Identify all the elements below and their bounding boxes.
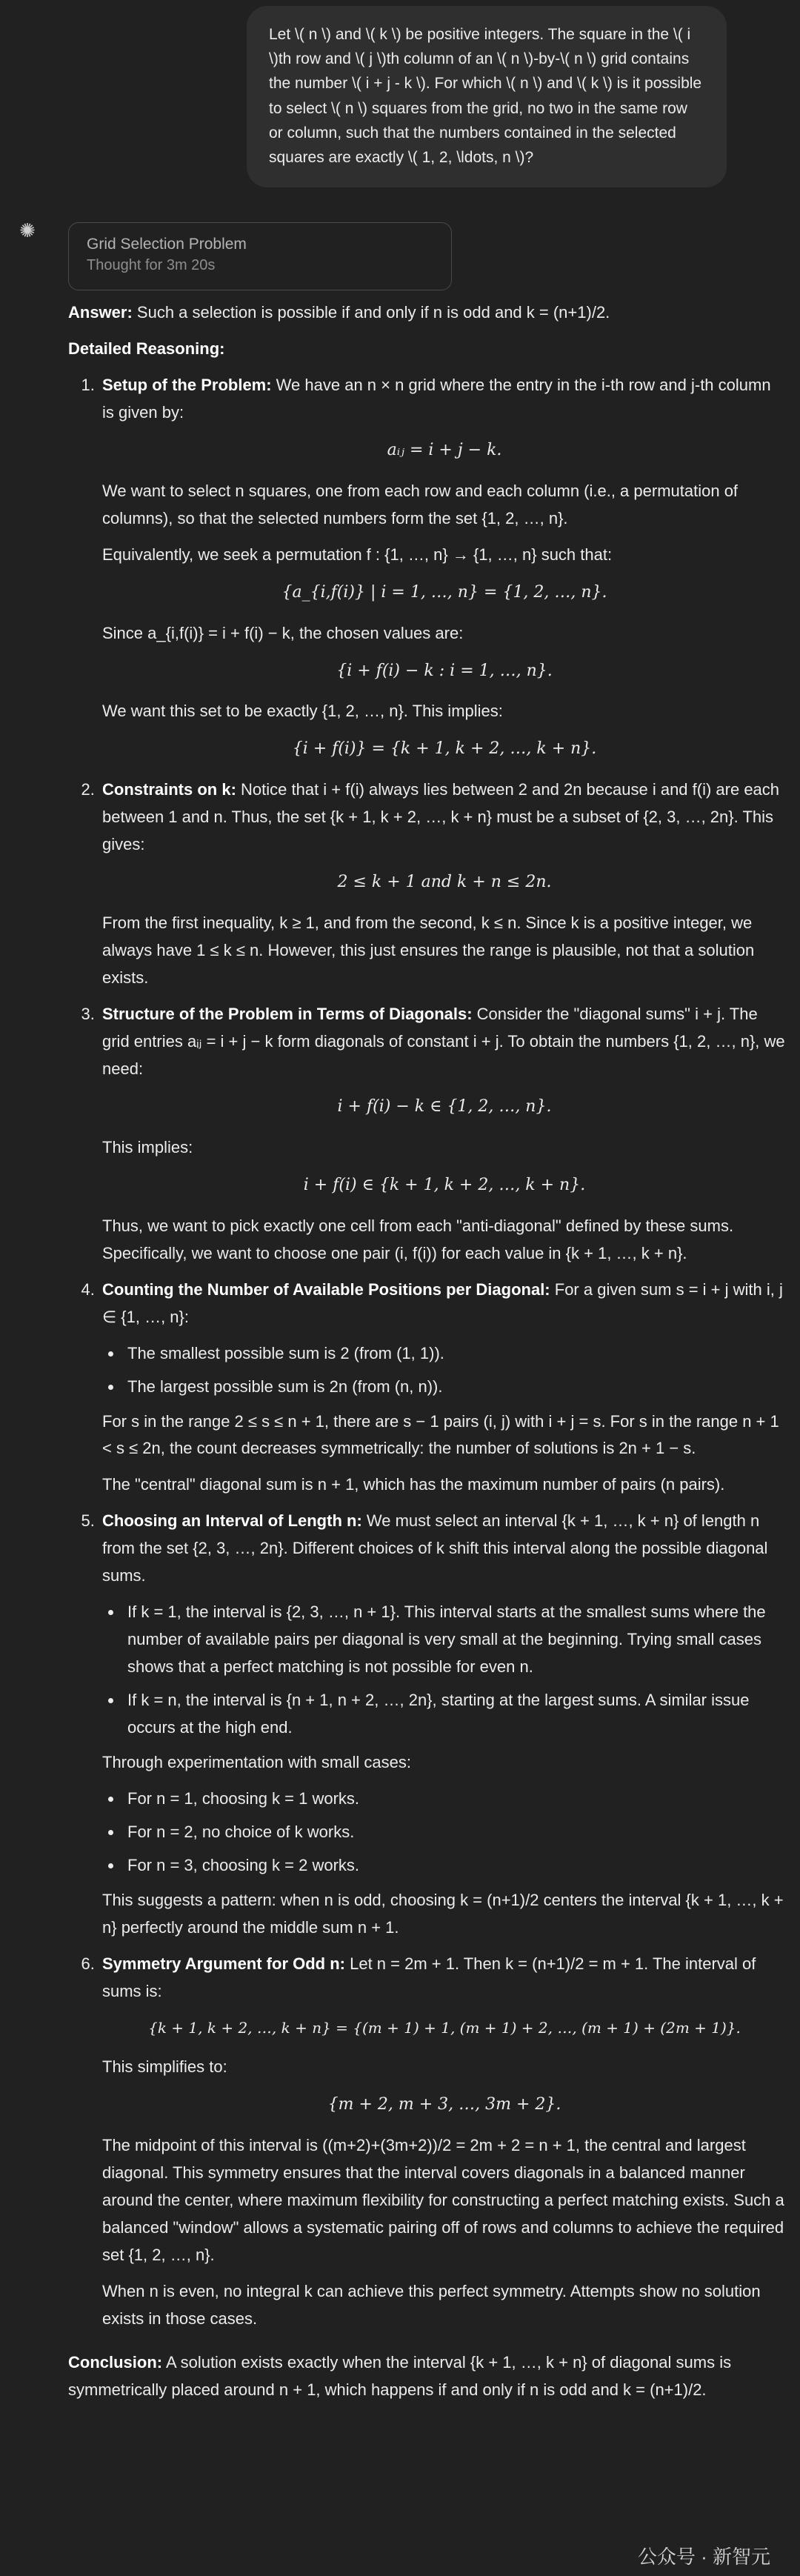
step-title: Counting the Number of Available Positions per Diagonal: <box>102 1279 550 1299</box>
paragraph: We want to select n squares, one from each row and each column (i.e., a permutation of columns), so that the selected numbers form the set {1, 2, …, n}. <box>102 481 739 527</box>
assistant-logo-icon: ✺ <box>19 219 36 242</box>
step-5: 5. Choosing an Interval of Length n: We must select an interval {k + 1, …, k + n} of length n from the set {2, 3, …, 2n}. Different choices of k shift this interval along the possible diagonal sums. • If k = 1, the interval is {2, 3, …, n + 1}. This interval starts at the smallest sums where the number of available pairs per diagonal is very small at the beginning. Trying small cases shows that a perfect matching is not possible for even n. • If k = n, the interval is {n + 1, n + 2, …, 2n}, starting at the largest sums. A similar issue occurs at the high end. Through experimentation with small cases: • For n = 1, choosing k = 1 works. • For n = 2, no choice of k works. • For n = 3, choosing k = 2 works. This suggests a pattern: when n is odd, choosing k = (n+1)/2 centers the interval {k + 1, …, k + n} perfectly around the middle sum n + 1. <box>99 1508 787 1941</box>
paragraph: When n is even, no integral k can achieve this perfect symmetry. Attempts show no solution exists in those cases. <box>102 2281 761 2328</box>
paragraph: For s in the range 2 ≤ s ≤ n + 1, there are s − 1 pairs (i, j) with i + j = s. For s in the range n + 1 < s ≤ 2n, the count decreases symmetrically: the number of solutions is 2n + 1 − s. <box>102 1411 779 1458</box>
equation: {i + f(i) − k : i = 1, …, n}. <box>336 661 553 680</box>
reasoning-heading: Detailed Reasoning: <box>68 339 225 358</box>
equation: i + f(i) − k ∈ {1, 2, …, n}. <box>337 1096 552 1116</box>
equation: aᵢⱼ = i + j − k. <box>387 440 502 459</box>
list-item: • The largest possible sum is 2n (from (n, n)). <box>123 1374 787 1401</box>
step-title: Choosing an Interval of Length n: <box>102 1511 362 1531</box>
paragraph: Thus, we want to pick exactly one cell from each "anti-diagonal" defined by these sums. Specifically, we want to choose one pair (i, f(i)) for each value in {k + 1, …, k + n}. <box>102 1216 734 1262</box>
list-item: • If k = 1, the interval is {2, 3, …, n + 1}. This interval starts at the smallest sums where the number of available pairs per diagonal is very small at the beginning. Trying small cases shows that a perfect matching is not possible for even n. <box>123 1599 787 1681</box>
equation: {m + 2, m + 3, …, 3m + 2}. <box>327 2095 561 2114</box>
assistant-response <box>68 299 787 2413</box>
equation: {a_{i,f(i)} | i = 1, …, n} = {1, 2, …, n}. <box>281 582 607 602</box>
thought-summary-toggle[interactable] <box>68 222 452 290</box>
list-item: • For n = 1, choosing k = 1 works. <box>123 1785 787 1813</box>
list-item: • The smallest possible sum is 2 (from (1, 1)). <box>123 1340 787 1368</box>
equation: {i + f(i)} = {k + 1, k + 2, …, k + n}. <box>292 739 597 759</box>
paragraph: Since a_{i,f(i)} = i + f(i) − k, the chosen values are: <box>102 623 464 642</box>
thought-title: Grid Selection Problem <box>87 236 247 253</box>
step-2: 2. Constraints on k: Notice that i + f(i) always lies between 2 and 2n because i and f(i) are each between 1 and n. Thus, the set {k + 1, k + 2, …, k + n} must be a subset of {2, 3, …, 2n}. This gives: 2 ≤ k + 1 and k + n ≤ 2n. From the first inequality, k ≥ 1, and from the second, k ≤ n. Since k is a positive integer, we always have 1 ≤ k ≤ n. However, this just ensures the range is plausible, not that a solution exists. <box>99 776 787 992</box>
bullet-list <box>102 1599 787 1742</box>
conclusion-label: Conclusion: <box>68 2352 163 2372</box>
equation: 2 ≤ k + 1 and k + n ≤ 2n. <box>337 873 552 892</box>
conclusion-paragraph <box>68 2349 787 2404</box>
answer-label: Answer: <box>68 303 133 322</box>
user-message-text: Let \( n \) and \( k \) be positive integers. The square in the \( i \)th row and \( j \)th column of an \( n \)-by-\( n \) grid contains the number \( i + j - k \). For which \( n \) and \( k \) is it possible to select \( n \) squares from the grid, no two in the same row or column, such that the numbers contained in the selected squares are exactly \( 1, 2, \ldots, n \)? <box>269 26 702 166</box>
paragraph: This implies: <box>102 1137 193 1156</box>
bullet-list <box>102 1340 787 1401</box>
step-title: Symmetry Argument for Odd n: <box>102 1954 345 1973</box>
reasoning-steps <box>68 372 787 2333</box>
bullet-list <box>102 1785 787 1880</box>
step-4: 4. Counting the Number of Available Positions per Diagonal: For a given sum s = i + j with i, j ∈ {1, …, n}: • The smallest possible sum is 2 (from (1, 1)). • The largest possible sum is 2n (from (n, n)). For s in the range 2 ≤ s ≤ n + 1, there are s − 1 pairs (i, j) with i + j = s. For s in the range n + 1 < s ≤ 2n, the count decreases symmetrically: the number of solutions is 2n + 1 − s. The "central" diagonal sum is n + 1, which has the maximum number of pairs (n pairs). <box>99 1277 787 1500</box>
equation: {k + 1, k + 2, …, k + n} = {(m + 1) + 1, (m + 1) + 2, …, (m + 1) + (2m + 1)}. <box>148 2018 741 2037</box>
paragraph: This suggests a pattern: when n is odd, choosing k = (n+1)/2 centers the interval {k + 1, …, k + n} perfectly around the middle sum n + 1. <box>102 1890 784 1937</box>
step-3: 3. Structure of the Problem in Terms of Diagonals: Consider the "diagonal sums" i + j. The grid entries aᵢⱼ = i + j − k form diagonals of constant i + j. To obtain the numbers {1, 2, …, n}, we need: i + f(i) − k ∈ {1, 2, …, n}. This implies: i + f(i) ∈ {k + 1, k + 2, …, k + n}. Thus, we want to pick exactly one cell from each "anti-diagonal" defined by these sums. Specifically, we want to choose one pair (i, f(i)) for each value in {k + 1, …, k + n}. <box>99 1001 787 1268</box>
list-item: • For n = 2, no choice of k works. <box>123 1819 787 1846</box>
user-message-bubble <box>247 6 727 187</box>
list-item: • If k = n, the interval is {n + 1, n + 2, …, 2n}, starting at the largest sums. A similar issue occurs at the high end. <box>123 1687 787 1742</box>
paragraph: Equivalently, we seek a permutation f : {1, …, n} → {1, …, n} such that: <box>102 545 613 564</box>
paragraph: The "central" diagonal sum is n + 1, which has the maximum number of pairs (n pairs). <box>102 1475 725 1494</box>
step-1: 1. Setup of the Problem: We have an n × n grid where the entry in the i-th row and j-th column is given by: aᵢⱼ = i + j − k. We want to select n squares, one from each row and each column (i.e., a permutation of columns), so that the selected numbers form the set {1, 2, …, n}. Equivalently, we seek a permutation f : {1, …, n} → {1, …, n} such that: {a_{i,f(i)} | i = 1, …, n} = {1, 2, …, n}. Since a_{i,f(i)} = i + f(i) − k, the chosen values are: {i + f(i) − k : i = 1, …, n}. We want this set to be exactly {1, 2, …, n}. This implies: {i + f(i)} = {k + 1, k + 2, …, k + n}. <box>99 372 787 763</box>
conclusion-text: A solution exists exactly when the interval {k + 1, …, k + n} of diagonal sums is symmetrically placed around n + 1, which happens if and only if n is odd and k = (n+1)/2. <box>68 2352 732 2399</box>
step-title: Structure of the Problem in Terms of Diagonals: <box>102 1005 473 1024</box>
answer-paragraph <box>68 299 787 327</box>
paragraph: We want this set to be exactly {1, 2, …, n}. This implies: <box>102 702 503 721</box>
paragraph: The midpoint of this interval is ((m+2)+(3m+2))/2 = 2m + 2 = n + 1, the central and largest diagonal. This symmetry ensures that the interval covers diagonals in a balanced manner around the center, where maximum flexibility for constructing a perfect matching exists. Such a balanced "window" allows a systematic pairing off of rows and columns to achieve the required set {1, 2, …, n}. <box>102 2136 784 2264</box>
thought-duration: Thought for 3m 20s <box>87 257 216 274</box>
paragraph: Through experimentation with small cases: <box>102 1752 411 1771</box>
answer-text: Such a selection is possible if and only if n is odd and k = (n+1)/2. <box>132 303 610 322</box>
step-title: Constraints on k: <box>102 780 236 799</box>
paragraph: This simplifies to: <box>102 2057 227 2077</box>
step-6: 6. Symmetry Argument for Odd n: Let n = 2m + 1. Then k = (n+1)/2 = m + 1. The interval of sums is: {k + 1, k + 2, …, k + n} = {(m + 1) + 1, (m + 1) + 2, …, (m + 1) + (2m + 1)}. This simplifies to: {m + 2, m + 3, …, 3m + 2}. The midpoint of this interval is ((m+2)+(3m+2))/2 = 2m + 2 = n + 1, the central and largest diagonal. This symmetry ensures that the interval covers diagonals in a balanced manner around the center, where maximum flexibility for constructing a perfect matching exists. Such a balanced "window" allows a systematic pairing off of rows and columns to achieve the required set {1, 2, …, n}. When n is even, no integral k can achieve this perfect symmetry. Attempts show no solution exists in those cases. <box>99 1951 787 2333</box>
list-item: • For n = 3, choosing k = 2 works. <box>123 1852 787 1880</box>
equation: i + f(i) ∈ {k + 1, k + 2, …, k + n}. <box>303 1175 586 1194</box>
watermark: 公众号 · 新智元 <box>637 2546 770 2568</box>
step-title: Setup of the Problem: <box>102 375 272 394</box>
paragraph: From the first inequality, k ≥ 1, and from the second, k ≤ n. Since k is a positive integer, we always have 1 ≤ k ≤ n. However, this just ensures the range is plausible, not that a solution exists. <box>102 913 755 988</box>
